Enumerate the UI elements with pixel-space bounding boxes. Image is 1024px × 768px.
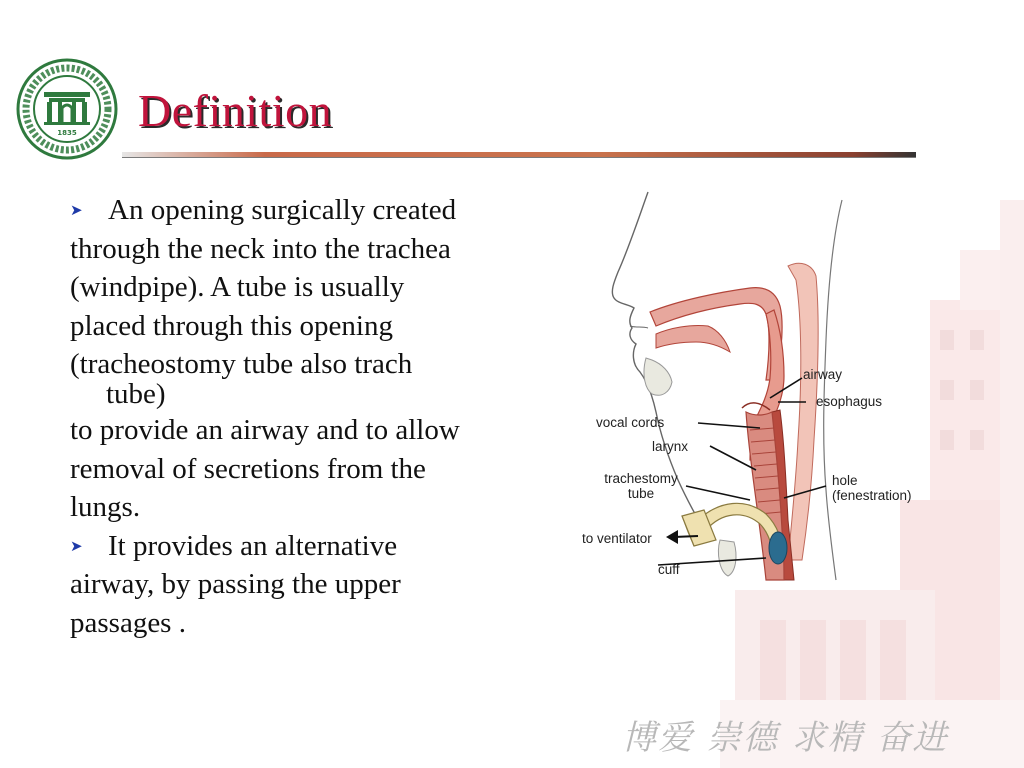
hospital-seal-logo	[16, 58, 118, 160]
label-esophagus: esophagus	[816, 394, 883, 409]
text-line: removal of secretions from the	[70, 452, 426, 485]
label-larynx: larynx	[652, 439, 689, 454]
text-line: airway, by passing the upper	[70, 568, 401, 600]
label-hole-fenestration: hole (fenestration)	[832, 473, 912, 503]
text-line: (windpipe). A tube is usually	[70, 271, 405, 303]
text-line: through the neck into the trachea	[70, 232, 451, 265]
tracheostomy-diagram	[570, 180, 940, 600]
arrow-bullet-icon: ➤	[70, 538, 83, 555]
svg-text:1835: 1835	[57, 129, 77, 137]
label-trachestomy-tube: trachestomy tube	[604, 471, 678, 501]
label-to-ventilator: to ventilator	[582, 531, 652, 546]
title-divider	[122, 152, 916, 158]
label-vocal-cords: vocal cords	[596, 415, 665, 430]
text-line: lungs.	[70, 491, 141, 523]
bullet-line: ➤ It provides an alternative	[70, 529, 398, 562]
text-line: (tracheostomy tube also trach	[70, 348, 413, 380]
slide-title: Definition	[138, 85, 333, 136]
text-line: placed through this opening	[70, 309, 393, 342]
bullet-line: ➤ An opening surgically created	[70, 194, 457, 226]
label-airway: airway	[803, 367, 843, 382]
text-line: tube)	[106, 378, 166, 410]
label-cuff: cuff	[658, 562, 680, 577]
arrow-bullet-icon: ➤	[70, 203, 83, 219]
text-line: to provide an airway and to allow	[70, 414, 460, 446]
definition-body	[70, 196, 550, 647]
hospital-motto-watermark: 博爱 崇德 求精 奋进	[622, 718, 949, 758]
text-line: passages .	[70, 606, 186, 639]
